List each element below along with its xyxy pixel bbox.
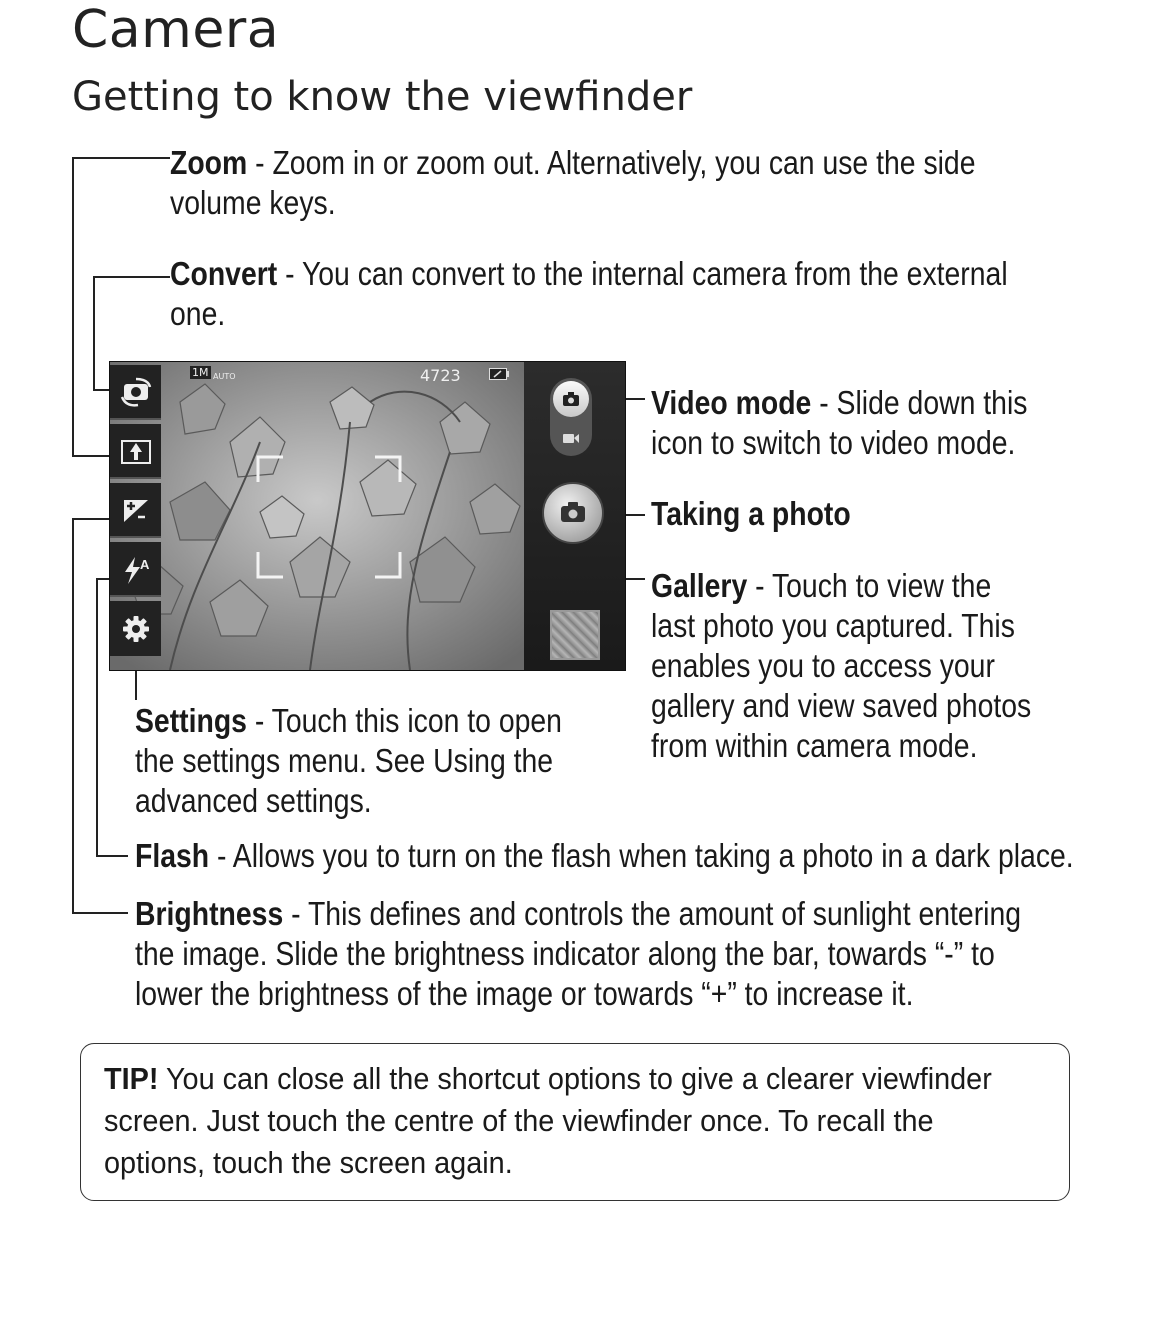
zoom-button[interactable] xyxy=(110,424,161,479)
zoom-connector-h2 xyxy=(72,455,110,457)
tip-label: TIP! xyxy=(104,1061,159,1096)
flash-auto-icon xyxy=(118,552,154,588)
convert-term: Convert xyxy=(170,255,278,292)
brightness-connector-v xyxy=(72,518,74,913)
shots-remaining: 4723 xyxy=(420,366,461,385)
zoom-icon xyxy=(118,434,154,470)
brightness-connector-h xyxy=(72,518,110,520)
tip-line-1: You can close all the shortcut options to give a clearer viewfinder xyxy=(158,1061,992,1096)
zoom-text-2: volume keys. xyxy=(170,184,336,221)
tip-line-2: screen. Just touch the centre of the viewfinder once. To recall the xyxy=(104,1103,934,1138)
flash-button[interactable] xyxy=(110,542,161,597)
svg-text:A: A xyxy=(140,557,150,572)
camera-controls-panel xyxy=(524,362,625,670)
convert-connector-h2 xyxy=(93,389,110,391)
resolution-badge: 1M xyxy=(192,366,209,379)
convert-camera-icon xyxy=(118,375,154,411)
brightness-text-2: the image. Slide the brightness indicator along the bar, towards “-” to xyxy=(135,935,995,972)
video-mode-text-2: icon to switch to video mode. xyxy=(651,424,1016,461)
video-mode-term: Video mode xyxy=(651,384,812,421)
brightness-description xyxy=(135,894,1021,1014)
gallery-text-2: last photo you captured. This xyxy=(651,607,1015,644)
gallery-text-4: gallery and view saved photos xyxy=(651,687,1032,724)
convert-connector xyxy=(93,276,170,278)
tip-text xyxy=(104,1058,992,1184)
video-mode-description xyxy=(651,383,1027,463)
settings-description xyxy=(135,701,562,821)
settings-text-3: advanced settings. xyxy=(135,782,372,819)
photo-mode-knob[interactable] xyxy=(553,381,589,417)
brightness-icon xyxy=(118,493,154,529)
zoom-term: Zoom xyxy=(170,144,248,181)
gallery-term: Gallery xyxy=(651,567,748,604)
settings-gear-icon xyxy=(118,611,154,647)
convert-text: - You can convert to the internal camera from the external xyxy=(277,255,1008,292)
gallery-text-3: enables you to access your xyxy=(651,647,995,684)
convert-text-2: one. xyxy=(170,295,226,332)
flash-connector-v xyxy=(96,578,98,857)
video-mode-icon xyxy=(563,432,579,444)
convert-connector-v xyxy=(93,276,95,391)
shutter-camera-icon xyxy=(561,502,585,522)
viewfinder-screenshot xyxy=(109,361,626,671)
convert-description xyxy=(170,254,1008,334)
convert-camera-button[interactable] xyxy=(110,365,161,420)
battery-icon xyxy=(489,368,509,380)
zoom-description xyxy=(170,143,976,223)
flash-text: - Allows you to turn on the flash when taking a photo in a dark place. xyxy=(209,837,1074,874)
zoom-text: - Zoom in or zoom out. Alternatively, you can use the side xyxy=(247,144,976,181)
video-mode-slider[interactable] xyxy=(550,378,592,456)
page-title: Camera xyxy=(72,0,280,60)
shutter-button[interactable] xyxy=(542,482,604,544)
settings-text-2: the settings menu. See Using the xyxy=(135,742,554,779)
tip-line-3: options, touch the screen again. xyxy=(104,1145,513,1180)
video-mode-text: - Slide down this xyxy=(811,384,1028,421)
zoom-connector-v xyxy=(72,157,74,456)
gallery-thumbnail[interactable] xyxy=(550,610,600,660)
taking-photo-term: Taking a photo xyxy=(651,495,851,532)
brightness-button[interactable] xyxy=(110,483,161,538)
gallery-text-5: from within camera mode. xyxy=(651,727,978,764)
zoom-connector xyxy=(72,157,170,159)
section-subtitle: Getting to know the viewfinder xyxy=(72,74,693,120)
scene-badge: AUTO xyxy=(213,372,236,381)
camera-mode-icon xyxy=(563,392,579,406)
brightness-connector-h2 xyxy=(72,912,128,914)
flash-connector-h2 xyxy=(96,855,128,857)
taking-photo-description xyxy=(651,494,851,534)
brightness-text-3: lower the brightness of the image or towards “+” to increase it. xyxy=(135,975,914,1012)
gallery-text: - Touch to view the xyxy=(747,567,992,604)
settings-connector-v xyxy=(135,668,137,700)
settings-button[interactable] xyxy=(110,601,161,656)
brightness-term: Brightness xyxy=(135,895,284,932)
gallery-description xyxy=(651,566,1031,766)
flash-connector-h xyxy=(96,578,110,580)
flash-term: Flash xyxy=(135,837,210,874)
settings-text: - Touch this icon to open xyxy=(246,702,562,739)
brightness-text: - This defines and controls the amount of sunlight entering xyxy=(283,895,1022,932)
viewfinder-preview-image xyxy=(110,362,524,670)
settings-term: Settings xyxy=(135,702,247,739)
flash-description xyxy=(135,836,1074,876)
